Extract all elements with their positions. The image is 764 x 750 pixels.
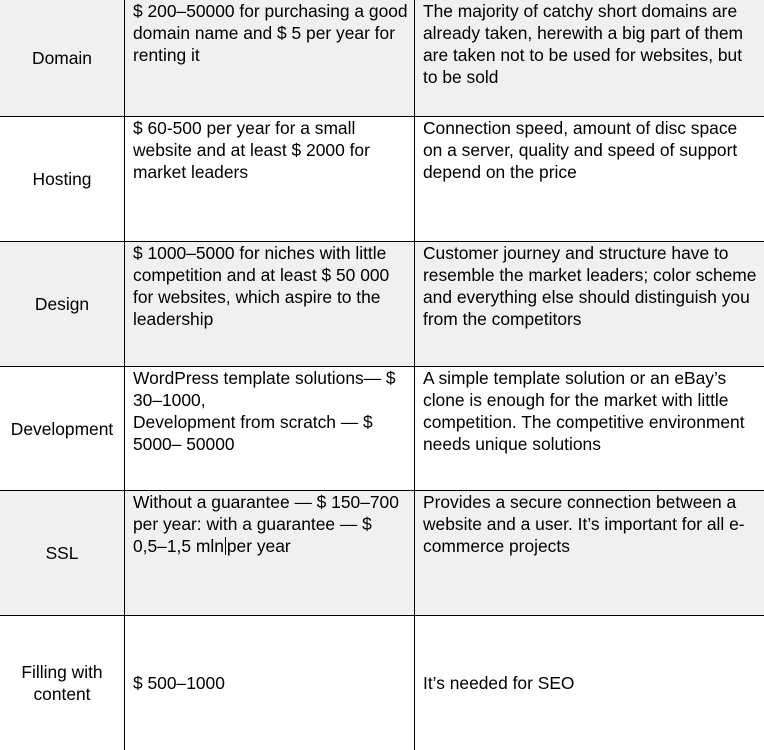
cost-text-part2: per year <box>226 536 291 556</box>
row-design-cost <box>124 242 414 367</box>
text-cursor <box>225 537 226 555</box>
cost-text: $ 60-500 per year for a small website and at least $ 2000 for market leaders <box>133 118 370 182</box>
notes-text: The majority of catchy short domains are already taken, herewith a big part of them are taken not to be used for websites, but to be sold <box>423 1 743 87</box>
category-line1: Filling with <box>21 662 103 682</box>
notes-text: Connection speed, amount of disc space on a server, quality and speed of support depend on the price <box>423 118 738 182</box>
row-ssl-category: SSL <box>0 491 124 616</box>
row-hosting-cost <box>124 117 414 242</box>
row-content-category <box>0 616 124 750</box>
row-hosting-category: Hosting <box>0 117 124 242</box>
cost-text: $ 500–1000 <box>133 673 225 693</box>
row-development-cost <box>124 367 414 491</box>
cost-text: $ 1000–5000 for niches with little competition and at least $ 50 000 for websites, which aspire to the leadership <box>133 243 390 329</box>
notes-text: Customer journey and structure have to resemble the market leaders; color scheme and everything else should distinguish you from the competitors <box>423 243 757 329</box>
row-ssl-notes <box>414 491 764 616</box>
cost-text-part1: Without a guarantee — $ 150–700 per year: with a guarantee — $ 0,5–1,5 mln <box>133 492 399 556</box>
notes-text: Provides a secure connection between a website and a user. It’s important for all e-commerce projects <box>423 492 745 556</box>
row-domain-category: Domain <box>0 0 124 117</box>
cost-text-line2: Development from scratch — $ 5000– 50000 <box>133 412 373 454</box>
row-content-notes <box>414 616 764 750</box>
row-domain-notes <box>414 0 764 117</box>
cost-text-line1: WordPress template solutions— $ 30–1000, <box>133 368 396 410</box>
row-content-cost <box>124 616 414 750</box>
notes-text: A simple template solution or an eBay’s clone is enough for the market with little competition. The competitive environment needs unique solutions <box>423 368 745 454</box>
row-design-notes <box>414 242 764 367</box>
row-hosting-notes <box>414 117 764 242</box>
cost-text: $ 200–50000 for purchasing a good domain name and $ 5 per year for renting it <box>133 1 408 65</box>
category-line2: content <box>33 684 91 704</box>
row-domain-cost <box>124 0 414 117</box>
row-development-category: Development <box>0 367 124 491</box>
notes-text: It’s needed for SEO <box>423 673 575 693</box>
cost-text <box>133 491 408 557</box>
row-development-notes <box>414 367 764 491</box>
row-ssl-cost <box>124 491 414 616</box>
row-design-category: Design <box>0 242 124 367</box>
